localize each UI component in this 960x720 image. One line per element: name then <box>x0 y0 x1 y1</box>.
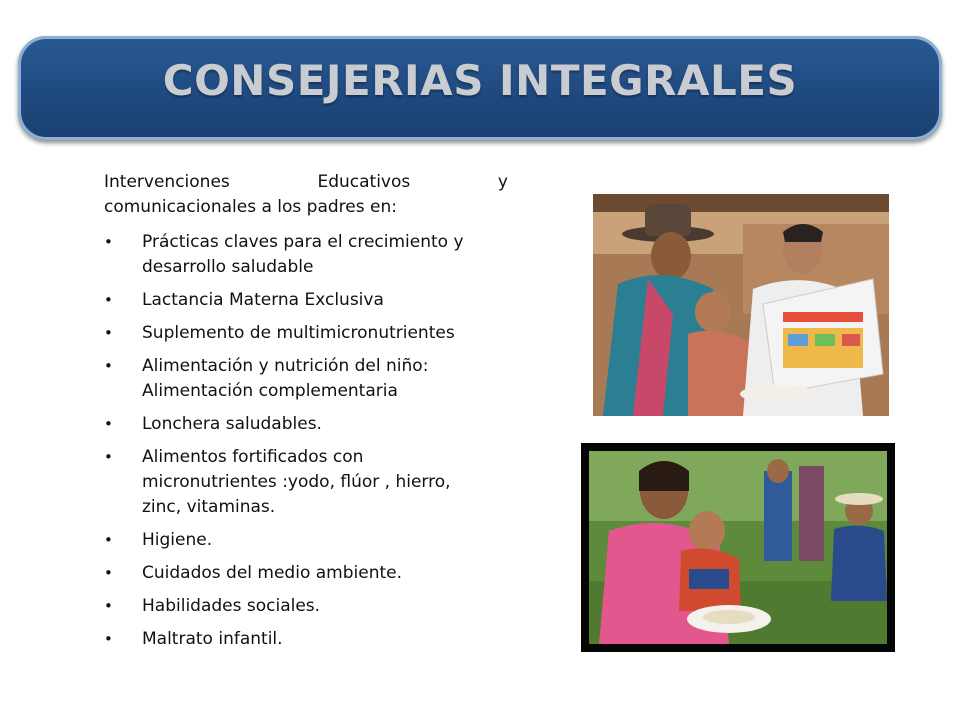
list-item-text: Habilidades sociales. <box>142 596 321 616</box>
list-item <box>104 528 508 553</box>
list-item-text: Higiene. <box>142 530 213 550</box>
list-item <box>104 412 508 437</box>
intro-word: Educativos <box>317 172 411 192</box>
list-item-text: Lactancia Materna Exclusiva <box>142 290 384 310</box>
list-item <box>104 594 508 619</box>
list-item-text: micronutrientes :yodo, flúor , hierro, <box>142 472 451 492</box>
bullet-icon: • <box>104 597 113 615</box>
bullet-icon: • <box>104 415 113 433</box>
bullet-icon: • <box>104 448 113 466</box>
intro-line: comunicacionales a los padres en: <box>104 197 397 217</box>
bullet-icon: • <box>104 630 113 648</box>
list-item-text: Alimentación y nutrición del niño: <box>142 356 429 376</box>
bullet-icon: • <box>104 324 113 342</box>
photo-feeding-illustration <box>589 451 887 644</box>
list-item-text: Cuidados del medio ambiente. <box>142 563 402 583</box>
intro-paragraph <box>104 170 508 220</box>
list-item <box>104 627 508 652</box>
list-item-text: Maltrato infantil. <box>142 629 283 649</box>
bullet-icon: • <box>104 291 113 309</box>
list-item <box>104 561 508 586</box>
bullet-list <box>104 230 508 652</box>
list-item <box>104 230 508 280</box>
list-item-text: Lonchera saludables. <box>142 414 322 434</box>
photo-counseling-session <box>593 194 889 416</box>
photo-feeding-child <box>589 451 887 644</box>
bullet-icon: • <box>104 531 113 549</box>
list-item-text: desarrollo saludable <box>142 257 314 277</box>
list-item-text: Prácticas claves para el crecimiento y <box>142 232 464 252</box>
intro-word: Intervenciones <box>104 172 230 192</box>
list-item <box>104 354 508 404</box>
bullet-icon: • <box>104 357 113 375</box>
bullet-icon: • <box>104 564 113 582</box>
intro-word: y <box>497 172 508 192</box>
list-item-text: Suplemento de multimicronutrientes <box>142 323 455 343</box>
list-item-text: Alimentación complementaria <box>142 381 398 401</box>
list-item-text: Alimentos fortificados con <box>142 447 364 467</box>
photo-counseling-illustration <box>593 194 889 416</box>
slide-title: CONSEJERIAS INTEGRALES <box>162 56 798 105</box>
content-text <box>104 170 508 660</box>
list-item <box>104 288 508 313</box>
photo-frame <box>581 443 895 652</box>
list-item <box>104 445 508 520</box>
list-item <box>104 321 508 346</box>
list-item-text: zinc, vitaminas. <box>142 497 276 517</box>
bullet-icon: • <box>104 233 113 251</box>
